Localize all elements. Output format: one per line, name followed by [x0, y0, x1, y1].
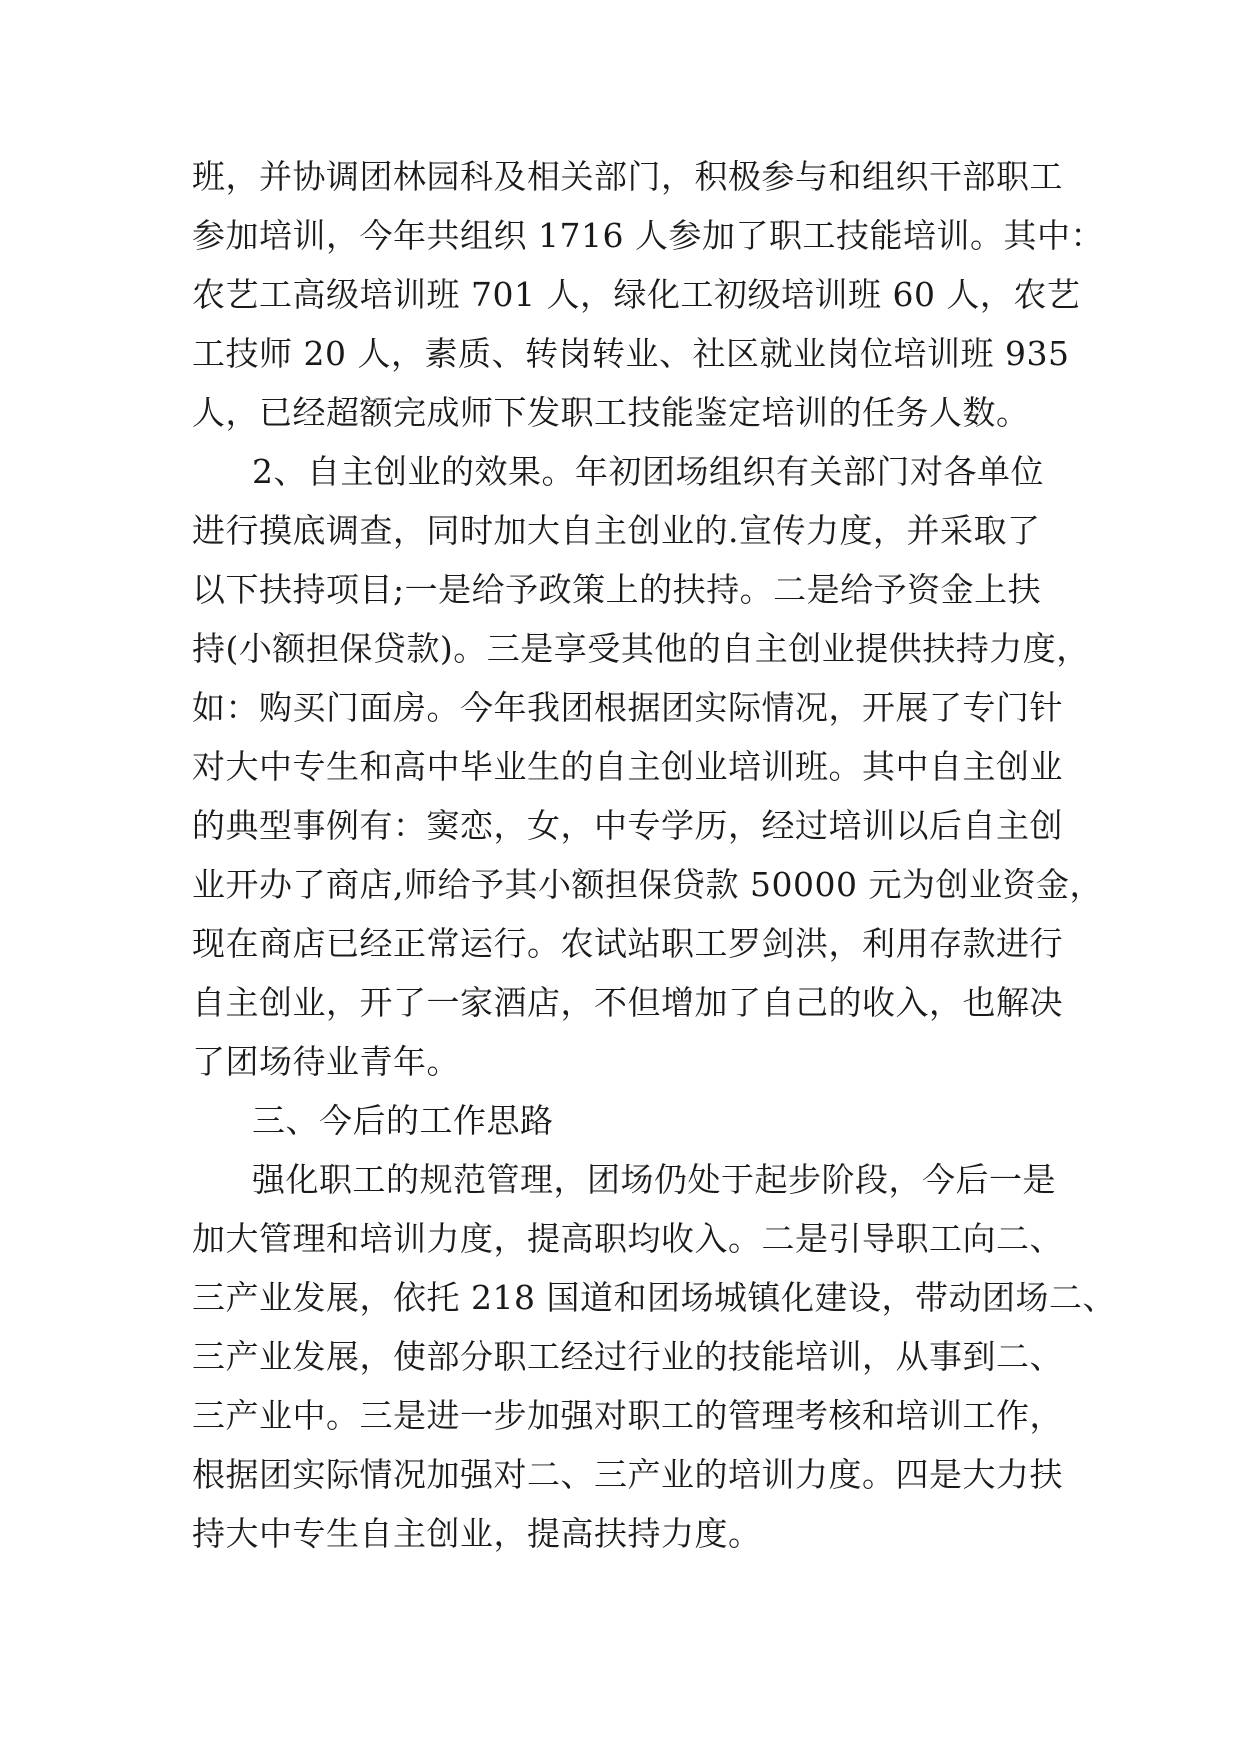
text-line: 自主创业，开了一家酒店，不但增加了自己的收入，也解决: [192, 983, 1063, 1022]
text-line: 三产业发展，依托 218 国道和团场城镇化建设，带动团场二、: [192, 1278, 1116, 1317]
text-line: 工技师 20 人，素质、转岗转业、社区就业岗位培训班 935: [192, 334, 1070, 373]
text-line: 人，已经超额完成师下发职工技能鉴定培训的任务人数。: [192, 393, 1030, 432]
text-line: 三产业中。三是进一步加强对职工的管理考核和培训工作，: [192, 1396, 1063, 1435]
text-line: 如：购买门面房。今年我团根据团实际情况，开展了专门针: [192, 688, 1063, 727]
text-line: 的典型事例有：窦恋，女，中专学历，经过培训以后自主创: [192, 806, 1063, 845]
text-line: 根据团实际情况加强对二、三产业的培训力度。四是大力扶: [192, 1455, 1063, 1494]
text-line: 强化职工的规范管理，团场仍处于起步阶段，今后一是: [252, 1160, 1056, 1199]
text-line: 现在商店已经正常运行。农试站职工罗剑洪，利用存款进行: [192, 924, 1063, 963]
text-line: 对大中专生和高中毕业生的自主创业培训班。其中自主创业: [192, 747, 1063, 786]
text-line: 参加培训，今年共组织 1716 人参加了职工技能培训。其中：: [192, 216, 1104, 255]
section-heading: 三、今后的工作思路: [252, 1101, 554, 1140]
text-line: 以下扶持项目;一是给予政策上的扶持。二是给予资金上扶: [192, 570, 1042, 609]
text-line: 2、自主创业的效果。年初团场组织有关部门对各单位: [252, 452, 1044, 491]
text-line: 持大中专生自主创业，提高扶持力度。: [192, 1514, 762, 1553]
text-line: 农艺工高级培训班 701 人，绿化工初级培训班 60 人，农艺: [192, 275, 1081, 314]
text-line: 加大管理和培训力度，提高职均收入。二是引导职工向二、: [192, 1219, 1063, 1258]
text-line: 持(小额担保贷款)。三是享受其他的自主创业提供扶持力度，: [192, 629, 1090, 668]
text-line: 三产业发展，使部分职工经过行业的技能培训，从事到二、: [192, 1337, 1063, 1376]
text-line: 进行摸底调查，同时加大自主创业的.宣传力度，并采取了: [192, 511, 1041, 550]
text-line: 了团场待业青年。: [192, 1042, 460, 1081]
text-line: 班，并协调团林园科及相关部门，积极参与和组织干部职工: [192, 157, 1063, 196]
text-line: 业开办了商店,师给予其小额担保贷款 50000 元为创业资金，: [192, 865, 1103, 904]
